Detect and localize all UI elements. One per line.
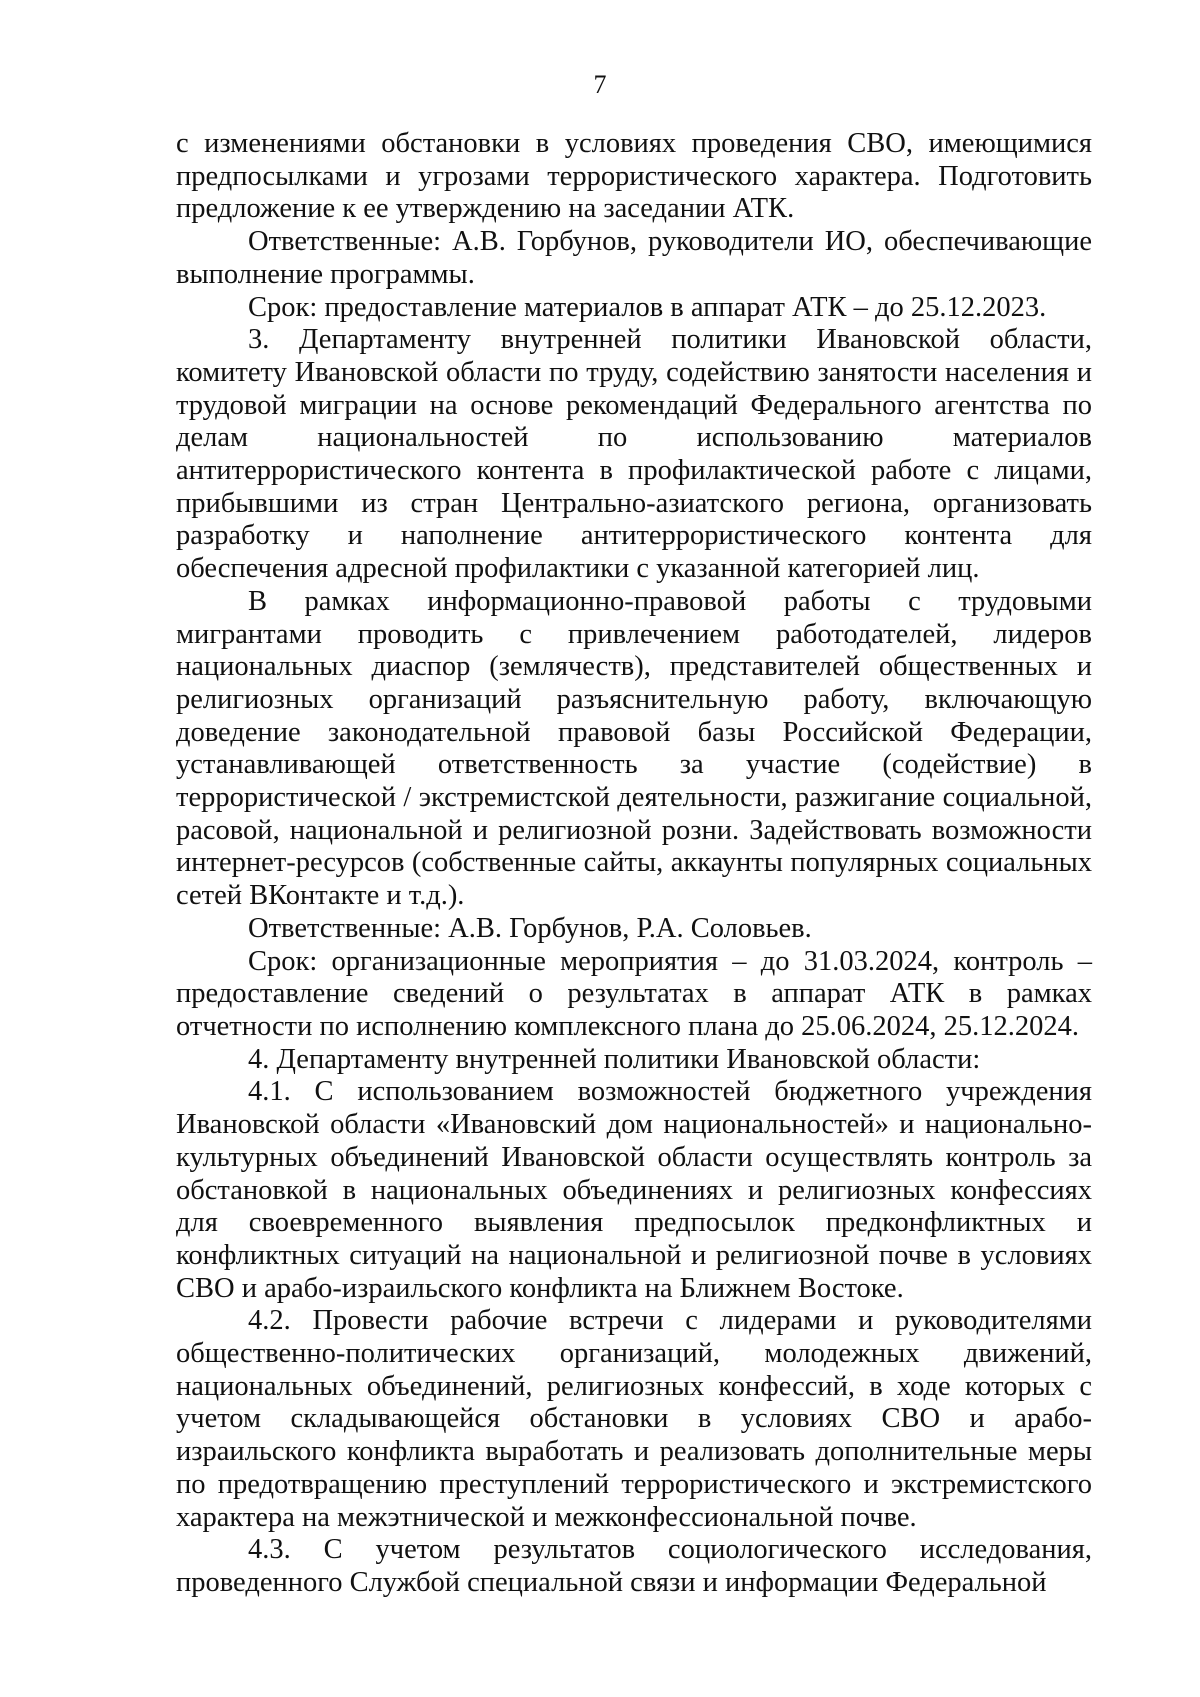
paragraph: 4.2. Провести рабочие встречи с лидерами и руководителями общественно-политических организаций, молодежных движений, национальных объединений, религиозных конфессий, в ходе которых с учетом складывающейся обстановки в условиях СВО и арабо-израильского конфликта выработать и реализовать дополнительные меры по предотвращению преступлений террористического и экстремистского характера на межэтнической и межконфессиональной почве. — [176, 1305, 1092, 1533]
paragraph: В рамках информационно-правовой работы с трудовыми мигрантами проводить с привлечением работодателей, лидеров национальных диаспор (землячеств), представителей общественных и религиозных организаций разъяснительную работу, включающую доведение законодательной правовой базы Российской Федерации, устанавливающей ответственность за участие (содействие) в террористической / экстремистской деятельности, разжигание социальной, расовой, национальной и религиозной розни. Задействовать возможности интернет-ресурсов (собственные сайты, аккаунты популярных социальных сетей ВКонтакте и т.д.). — [176, 585, 1092, 912]
paragraph: 4.3. С учетом результатов социологического исследования, проведенного Службой специальной связи и информации Федеральной — [176, 1534, 1092, 1598]
document-body — [176, 128, 1092, 1600]
paragraph: с изменениями обстановки в условиях проведения СВО, имеющимися предпосылками и угрозами террористического характера. Подготовить предложение к ее утверждению на заседании АТК. — [176, 128, 1092, 225]
paragraph: Срок: предоставление материалов в аппарат АТК – до 25.12.2023. — [248, 291, 1047, 323]
paragraph: Срок: организационные мероприятия – до 31.03.2024, контроль – предоставление сведений о результатах в аппарат АТК в рамках отчетности по исполнению комплексного плана до 25.06.2024, 25.12.2024. — [176, 945, 1092, 1042]
page-number: 7 — [593, 70, 607, 99]
paragraph: 3. Департаменту внутренней политики Ивановской области, комитету Ивановской области по труду, содействию занятости населения и трудовой миграции на основе рекомендаций Федерального агентства по делам национальностей по использованию материалов антитеррористического контента в профилактической работе с лицами, прибывшими из стран Центрально-азиатского региона, организовать разработку и наполнение антитеррористического контента для обеспечения адресной профилактики с указанной категорией лиц. — [176, 324, 1092, 585]
paragraph: Ответственные: А.В. Горбунов, руководители ИО, обеспечивающие выполнение программы. — [176, 226, 1092, 290]
paragraph: 4. Департаменту внутренней политики Ивановской области: — [248, 1043, 981, 1075]
paragraph: Ответственные: А.В. Горбунов, Р.А. Соловьев. — [248, 912, 812, 944]
paragraph: 4.1. С использованием возможностей бюджетного учреждения Ивановской области «Ивановский дом национальностей» и национально-культурных объединений Ивановской области осуществлять контроль за обстановкой в национальных объединениях и религиозных конфессиях для своевременного выявления предпосылок предконфликтных и конфликтных ситуаций на национальной и религиозной почве в условиях СВО и арабо-израильского конфликта на Ближнем Востоке. — [176, 1076, 1092, 1304]
